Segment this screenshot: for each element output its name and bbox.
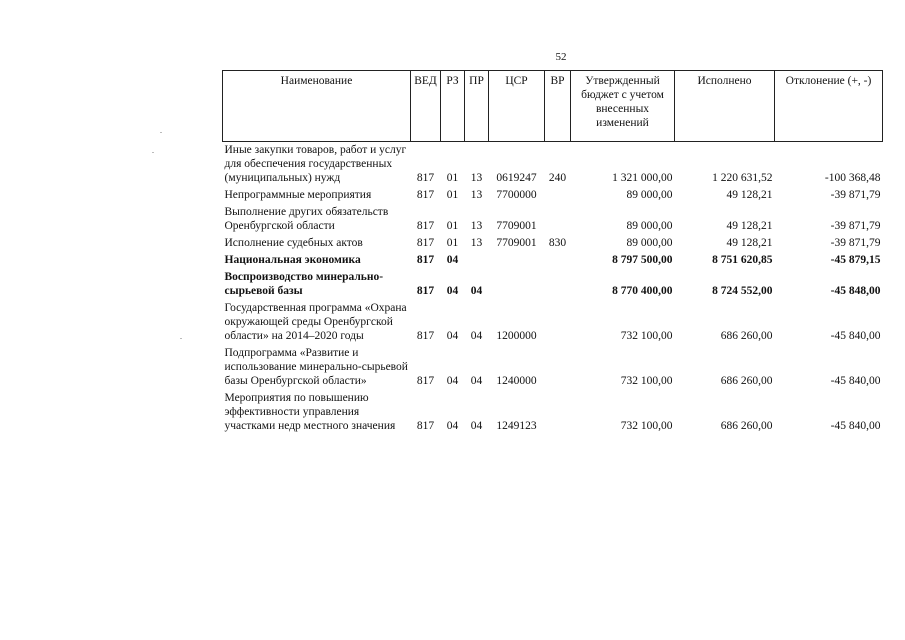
row-csr: 1249123 [496, 420, 537, 432]
row-approved: 732 100,00 [620, 330, 673, 342]
row-vr [545, 300, 571, 345]
row-deviation: -45 840,00 [830, 375, 881, 387]
row-approved: 89 000,00 [626, 237, 673, 249]
row-executed: 686 260,00 [720, 420, 773, 432]
page-number: 52 [555, 51, 567, 63]
row-csr: 0619247 [496, 172, 537, 184]
row-pr: 04 [470, 420, 483, 432]
row-approved: 89 000,00 [626, 189, 673, 201]
row-deviation: -39 871,79 [830, 220, 881, 232]
table-row [223, 345, 883, 390]
row-deviation: -45 840,00 [830, 330, 881, 342]
row-pr: 13 [470, 237, 483, 249]
table-row [223, 204, 883, 235]
row-ved: 817 [416, 285, 435, 297]
row-rz: 01 [446, 237, 459, 249]
row-rz: 04 [446, 420, 459, 432]
row-executed: 1 220 631,52 [712, 172, 773, 184]
row-deviation: -39 871,79 [830, 189, 881, 201]
col-header-rz: РЗ [441, 71, 465, 142]
row-name: Государственная программа «Охрана окружающей среды Оренбургской области» на 2014–2020 годы [224, 302, 407, 342]
row-rz: 04 [446, 285, 459, 297]
row-vr [545, 187, 571, 204]
row-name: Подпрограмма «Развитие и использование минерально-сырьевой базы Оренбургской области» [224, 347, 408, 387]
row-vr: 830 [548, 237, 567, 249]
row-executed: 686 260,00 [720, 330, 773, 342]
row-vr [545, 204, 571, 235]
row-name: Иные закупки товаров, работ и услуг для обеспечения государственных (муниципальных) нужд [224, 144, 407, 184]
row-csr: 7700000 [496, 189, 537, 201]
col-header-ved: ВЕД [411, 71, 441, 142]
row-csr: 7709001 [496, 237, 537, 249]
table-row [223, 142, 883, 188]
row-pr: 04 [470, 375, 483, 387]
row-csr: 7709001 [496, 220, 537, 232]
col-header-approved: Утвержденный бюджет с учетом внесенных изменений [571, 71, 675, 142]
row-executed: 686 260,00 [720, 375, 773, 387]
row-ved: 817 [416, 420, 435, 432]
row-vr [545, 269, 571, 300]
col-header-vr: ВР [545, 71, 571, 142]
row-executed: 49 128,21 [726, 189, 773, 201]
scan-speck [152, 152, 154, 153]
table-row [223, 235, 883, 252]
row-rz: 01 [446, 189, 459, 201]
row-approved: 8 797 500,00 [612, 254, 673, 266]
row-name: Мероприятия по повышению эффективности управления участками недр местного значения [224, 392, 396, 432]
row-deviation: -45 840,00 [830, 420, 881, 432]
budget-execution-table [222, 70, 883, 435]
row-approved: 8 770 400,00 [612, 285, 673, 297]
row-rz: 01 [446, 220, 459, 232]
row-pr: 13 [470, 172, 483, 184]
row-csr: 1240000 [496, 375, 537, 387]
row-vr [545, 345, 571, 390]
scan-speck [160, 132, 162, 133]
row-rz: 04 [446, 254, 459, 266]
row-vr [545, 252, 571, 269]
col-header-executed: Исполнено [675, 71, 775, 142]
row-executed: 49 128,21 [726, 220, 773, 232]
table-row [223, 187, 883, 204]
row-csr: 1200000 [496, 330, 537, 342]
row-csr [489, 269, 545, 300]
row-name: Выполнение других обязательств Оренбургской области [224, 206, 389, 232]
row-approved: 732 100,00 [620, 420, 673, 432]
table-row [223, 390, 883, 435]
row-deviation: -45 848,00 [830, 285, 881, 297]
row-pr: 04 [470, 330, 483, 342]
col-header-name: Наименование [223, 71, 411, 142]
row-approved: 732 100,00 [620, 375, 673, 387]
row-approved: 89 000,00 [626, 220, 673, 232]
row-pr: 13 [470, 220, 483, 232]
row-name: Воспроизводство минерально-сырьевой базы [224, 271, 384, 297]
row-vr [545, 390, 571, 435]
row-name: Национальная экономика [224, 254, 361, 266]
col-header-pr: ПР [465, 71, 489, 142]
row-pr: 13 [470, 189, 483, 201]
row-executed: 8 751 620,85 [712, 254, 773, 266]
row-ved: 817 [416, 254, 435, 266]
row-pr: 04 [470, 285, 483, 297]
row-deviation: -45 879,15 [830, 254, 881, 266]
row-pr [465, 252, 489, 269]
scan-speck [180, 338, 182, 339]
table-row [223, 269, 883, 300]
table-row [223, 300, 883, 345]
row-executed: 8 724 552,00 [712, 285, 773, 297]
header-row [223, 71, 883, 142]
row-deviation: -39 871,79 [830, 237, 881, 249]
row-rz: 04 [446, 330, 459, 342]
col-header-csr: ЦСР [489, 71, 545, 142]
row-ved: 817 [416, 172, 435, 184]
row-csr [489, 252, 545, 269]
table-row [223, 252, 883, 269]
col-header-deviation: Отклонение (+, -) [775, 71, 883, 142]
row-ved: 817 [416, 189, 435, 201]
row-vr: 240 [548, 172, 567, 184]
row-ved: 817 [416, 237, 435, 249]
row-ved: 817 [416, 375, 435, 387]
row-name: Исполнение судебных актов [224, 237, 363, 249]
row-rz: 04 [446, 375, 459, 387]
row-executed: 49 128,21 [726, 237, 773, 249]
row-approved: 1 321 000,00 [612, 172, 673, 184]
row-rz: 01 [446, 172, 459, 184]
row-ved: 817 [416, 330, 435, 342]
row-ved: 817 [416, 220, 435, 232]
row-name: Непрограммные мероприятия [224, 189, 372, 201]
row-deviation: -100 368,48 [824, 172, 881, 184]
